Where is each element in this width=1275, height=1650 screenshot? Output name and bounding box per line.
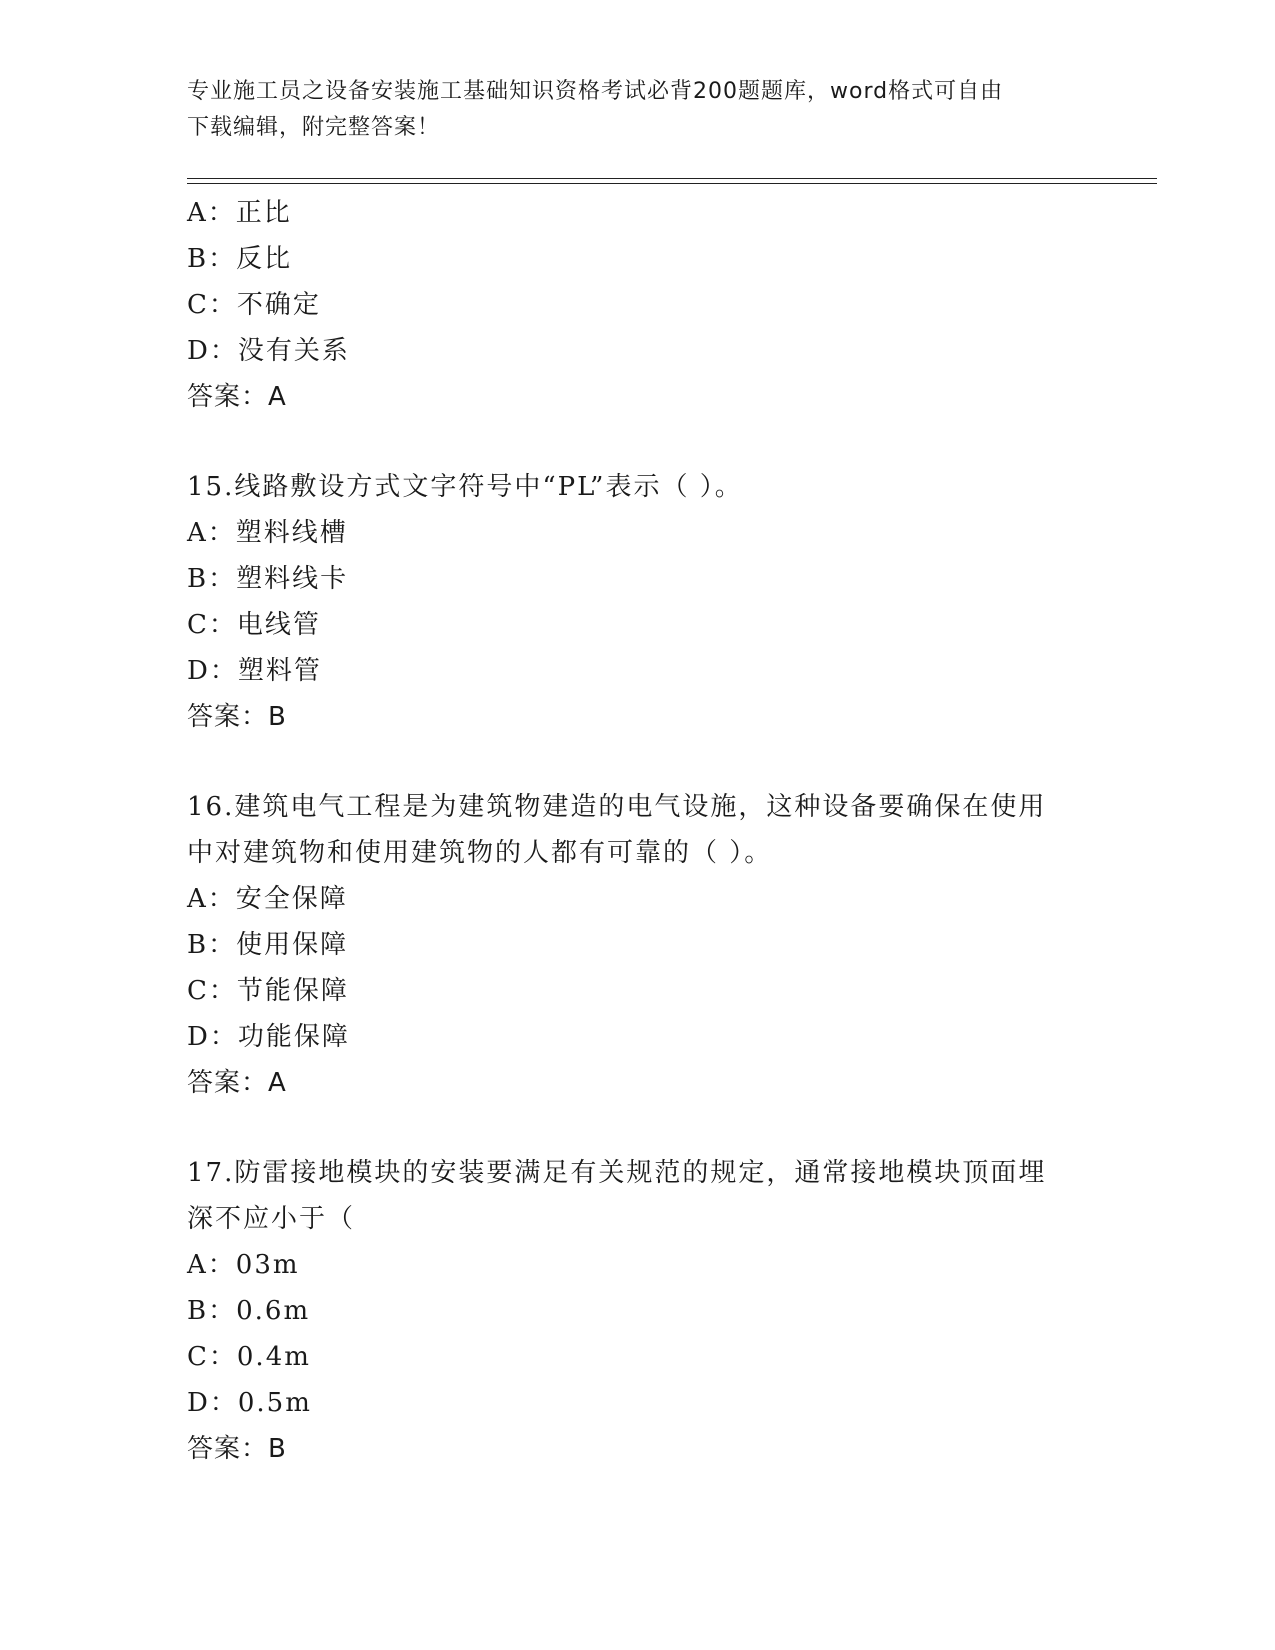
option-c: C：不确定 xyxy=(187,290,321,320)
option-a: A：03m xyxy=(187,1250,300,1280)
question-14 xyxy=(187,190,1087,420)
question-16 xyxy=(187,784,1087,1106)
question-stem: 15.线路敷设方式文字符号中“PL”表示（ ）。 xyxy=(187,472,743,502)
question-stem-line-1: 16.建筑电气工程是为建筑物建造的电气设施，这种设备要确保在使用 xyxy=(187,792,1047,822)
option-c: C：节能保障 xyxy=(187,976,349,1006)
option-a: A：塑料线槽 xyxy=(187,518,348,548)
header-line-1: 专业施工员之设备安装施工基础知识资格考试必背200题题库，word格式可自由 xyxy=(187,79,1004,104)
header-divider-top xyxy=(187,178,1157,179)
document-body xyxy=(187,190,1087,1472)
answer: 答案：B xyxy=(187,1434,287,1464)
question-stem-line-2: 中对建筑物和使用建筑物的人都有可靠的（ ）。 xyxy=(187,838,773,868)
answer: 答案：A xyxy=(187,1068,287,1098)
option-a: A：正比 xyxy=(187,198,292,228)
option-d: D：没有关系 xyxy=(187,336,350,366)
answer: 答案：B xyxy=(187,702,287,732)
option-b: B：使用保障 xyxy=(187,930,349,960)
option-d: D：0.5m xyxy=(187,1388,312,1418)
question-stem-line-2: 深不应小于（ xyxy=(187,1204,356,1234)
document-header xyxy=(187,74,1067,146)
question-15 xyxy=(187,464,1087,740)
option-d: D：塑料管 xyxy=(187,656,322,686)
header-divider-bottom xyxy=(187,183,1157,184)
option-c: C：0.4m xyxy=(187,1342,311,1372)
question-stem-line-1: 17.防雷接地模块的安装要满足有关规范的规定，通常接地模块顶面埋 xyxy=(187,1158,1047,1188)
answer: 答案：A xyxy=(187,382,287,412)
option-a: A：安全保障 xyxy=(187,884,348,914)
option-b: B：反比 xyxy=(187,244,293,274)
option-c: C：电线管 xyxy=(187,610,321,640)
question-17 xyxy=(187,1150,1087,1472)
option-b: B：塑料线卡 xyxy=(187,564,349,594)
header-line-2: 下载编辑，附完整答案！ xyxy=(187,115,441,140)
option-d: D：功能保障 xyxy=(187,1022,350,1052)
option-b: B：0.6m xyxy=(187,1296,311,1326)
